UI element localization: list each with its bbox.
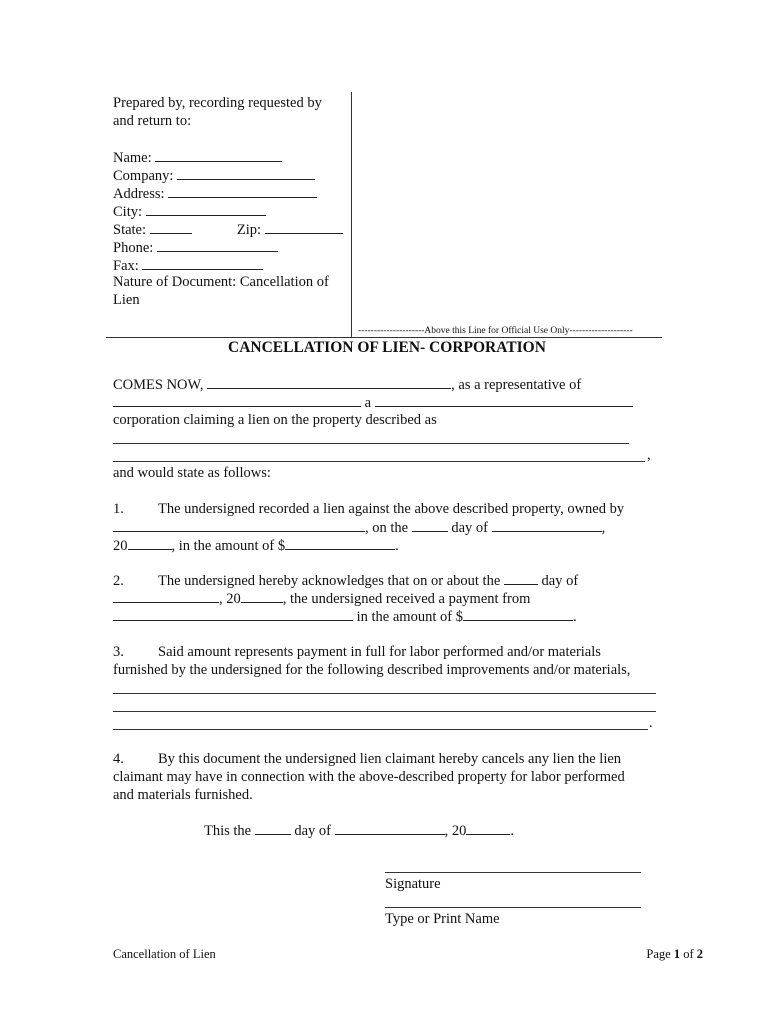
print-name-line[interactable]: [385, 907, 641, 908]
fax-label: Fax:: [113, 258, 139, 274]
improvements-line1[interactable]: [113, 693, 656, 694]
property-comma: ,: [647, 447, 651, 463]
nature-line2: Lien: [113, 292, 140, 308]
owner-name-field[interactable]: [113, 518, 365, 532]
period-text: .: [395, 538, 399, 554]
para1-line1: [113, 500, 624, 518]
comes-now-text: COMES NOW,: [113, 377, 204, 393]
print-name-label: Type or Print Name: [385, 911, 500, 927]
prepared-by-line1: Prepared by, recording requested by: [113, 95, 322, 111]
this-the-text: This the: [204, 823, 252, 839]
claiming-text: corporation claiming a lien on the property described as: [113, 412, 437, 428]
property-description-line1[interactable]: [113, 443, 629, 444]
payment-year-field[interactable]: [241, 589, 283, 603]
payer-name-field[interactable]: [113, 607, 353, 621]
comma-text: ,: [601, 520, 606, 536]
on-the-text: , on the: [365, 520, 409, 536]
lien-year-field[interactable]: [128, 536, 172, 550]
prepared-by-line2: and return to:: [113, 113, 192, 129]
official-use-note: ---------------------Above this Line for Official Use Only--------------------: [358, 326, 633, 336]
document-title: CANCELLATION OF LIEN- CORPORATION: [228, 339, 546, 356]
state-of-incorporation-field[interactable]: [375, 393, 633, 407]
para4-line1: [113, 750, 621, 768]
dated-month-field[interactable]: [335, 821, 445, 835]
intro-line2: [113, 393, 633, 412]
page-of: of: [683, 947, 694, 961]
phone-field[interactable]: [157, 238, 278, 252]
state-field[interactable]: [150, 220, 192, 234]
amount-text: in the amount of $: [356, 609, 463, 625]
improvements-line3[interactable]: [113, 729, 648, 730]
payment-amount-field[interactable]: [463, 607, 573, 621]
para2-line3: [113, 607, 577, 626]
para2-line2: [113, 589, 530, 608]
state-zip-row: [113, 220, 343, 239]
a-text: a: [364, 395, 372, 411]
para2-line1: [113, 571, 578, 590]
lien-amount-field[interactable]: [285, 536, 395, 550]
year-prefix-text: , 20: [219, 591, 241, 607]
name-label: Name:: [113, 150, 152, 166]
amount-text: , in the amount of $: [171, 538, 286, 554]
day-of-text: day of: [451, 520, 488, 536]
improvements-line2[interactable]: [113, 711, 656, 712]
page-number: [646, 945, 703, 963]
dated-year-field[interactable]: [466, 821, 510, 835]
page-total: 2: [696, 947, 703, 961]
state-label: State:: [113, 222, 147, 238]
lien-month-field[interactable]: [492, 518, 602, 532]
address-row: [113, 184, 317, 203]
day-of-text: day of: [294, 823, 332, 839]
para1-text: The undersigned recorded a lien against the above described property, owned by: [158, 501, 625, 517]
would-state-text: and would state as follows:: [113, 465, 271, 481]
representative-name-field[interactable]: [207, 375, 451, 389]
corporation-name-field[interactable]: [113, 393, 361, 407]
address-field[interactable]: [168, 184, 317, 198]
company-field[interactable]: [177, 166, 315, 180]
improvements-period: .: [649, 715, 653, 731]
nature-line1: Nature of Document: Cancellation of: [113, 274, 329, 290]
received-text: , the undersigned received a payment from: [282, 591, 531, 607]
period-text: .: [572, 609, 577, 625]
signature-label: Signature: [385, 876, 441, 892]
as-representative-text: , as a representative of: [451, 377, 582, 393]
city-label: City:: [113, 204, 143, 220]
para4-line3: and materials furnished.: [113, 787, 253, 803]
dated-line: [204, 821, 514, 840]
signature-line[interactable]: [385, 872, 641, 873]
name-row: [113, 148, 282, 167]
para1-line2: [113, 518, 605, 537]
para3-line2: furnished by the undersigned for the following described improvements and/or materials,: [113, 662, 631, 678]
intro-line1: [113, 375, 581, 394]
footer-title: Cancellation of Lien: [113, 947, 216, 961]
fax-field[interactable]: [142, 256, 263, 270]
para1-line3: [113, 536, 399, 555]
year-prefix-text: 20: [113, 538, 128, 554]
city-row: [113, 202, 266, 221]
city-field[interactable]: [146, 202, 266, 216]
period-text: .: [510, 823, 515, 839]
para4-line2: claimant may have in connection with the above-described property for labor performed: [113, 769, 625, 785]
page-word: Page: [646, 947, 671, 961]
page-current: 1: [673, 947, 681, 961]
year-prefix-text: , 20: [444, 823, 467, 839]
dated-day-field[interactable]: [255, 821, 291, 835]
header-divider: [351, 92, 352, 338]
payment-month-field[interactable]: [113, 589, 219, 603]
company-label: Company:: [113, 168, 174, 184]
para4-number: 4.: [113, 751, 124, 767]
para3-text: Said amount represents payment in full for labor performed and/or materials: [158, 644, 601, 660]
phone-row: [113, 238, 278, 257]
property-description-line2[interactable]: [113, 461, 645, 462]
address-label: Address:: [113, 186, 165, 202]
zip-field[interactable]: [265, 220, 343, 234]
para3-number: 3.: [113, 644, 124, 660]
phone-label: Phone:: [113, 240, 154, 256]
para4-text: By this document the undersigned lien claimant hereby cancels any lien the lien: [158, 751, 622, 767]
payment-day-field[interactable]: [504, 571, 538, 585]
para3-line1: [113, 643, 601, 661]
lien-day-field[interactable]: [412, 518, 448, 532]
header-rule: [106, 337, 662, 338]
company-row: [113, 166, 315, 185]
zip-label: Zip:: [236, 222, 262, 238]
para2-number: 2.: [113, 573, 124, 589]
para1-number: 1.: [113, 501, 124, 517]
para2-text: The undersigned hereby acknowledges that on or about the: [158, 573, 501, 589]
day-of-text: day of: [541, 573, 579, 589]
name-field[interactable]: [155, 148, 282, 162]
